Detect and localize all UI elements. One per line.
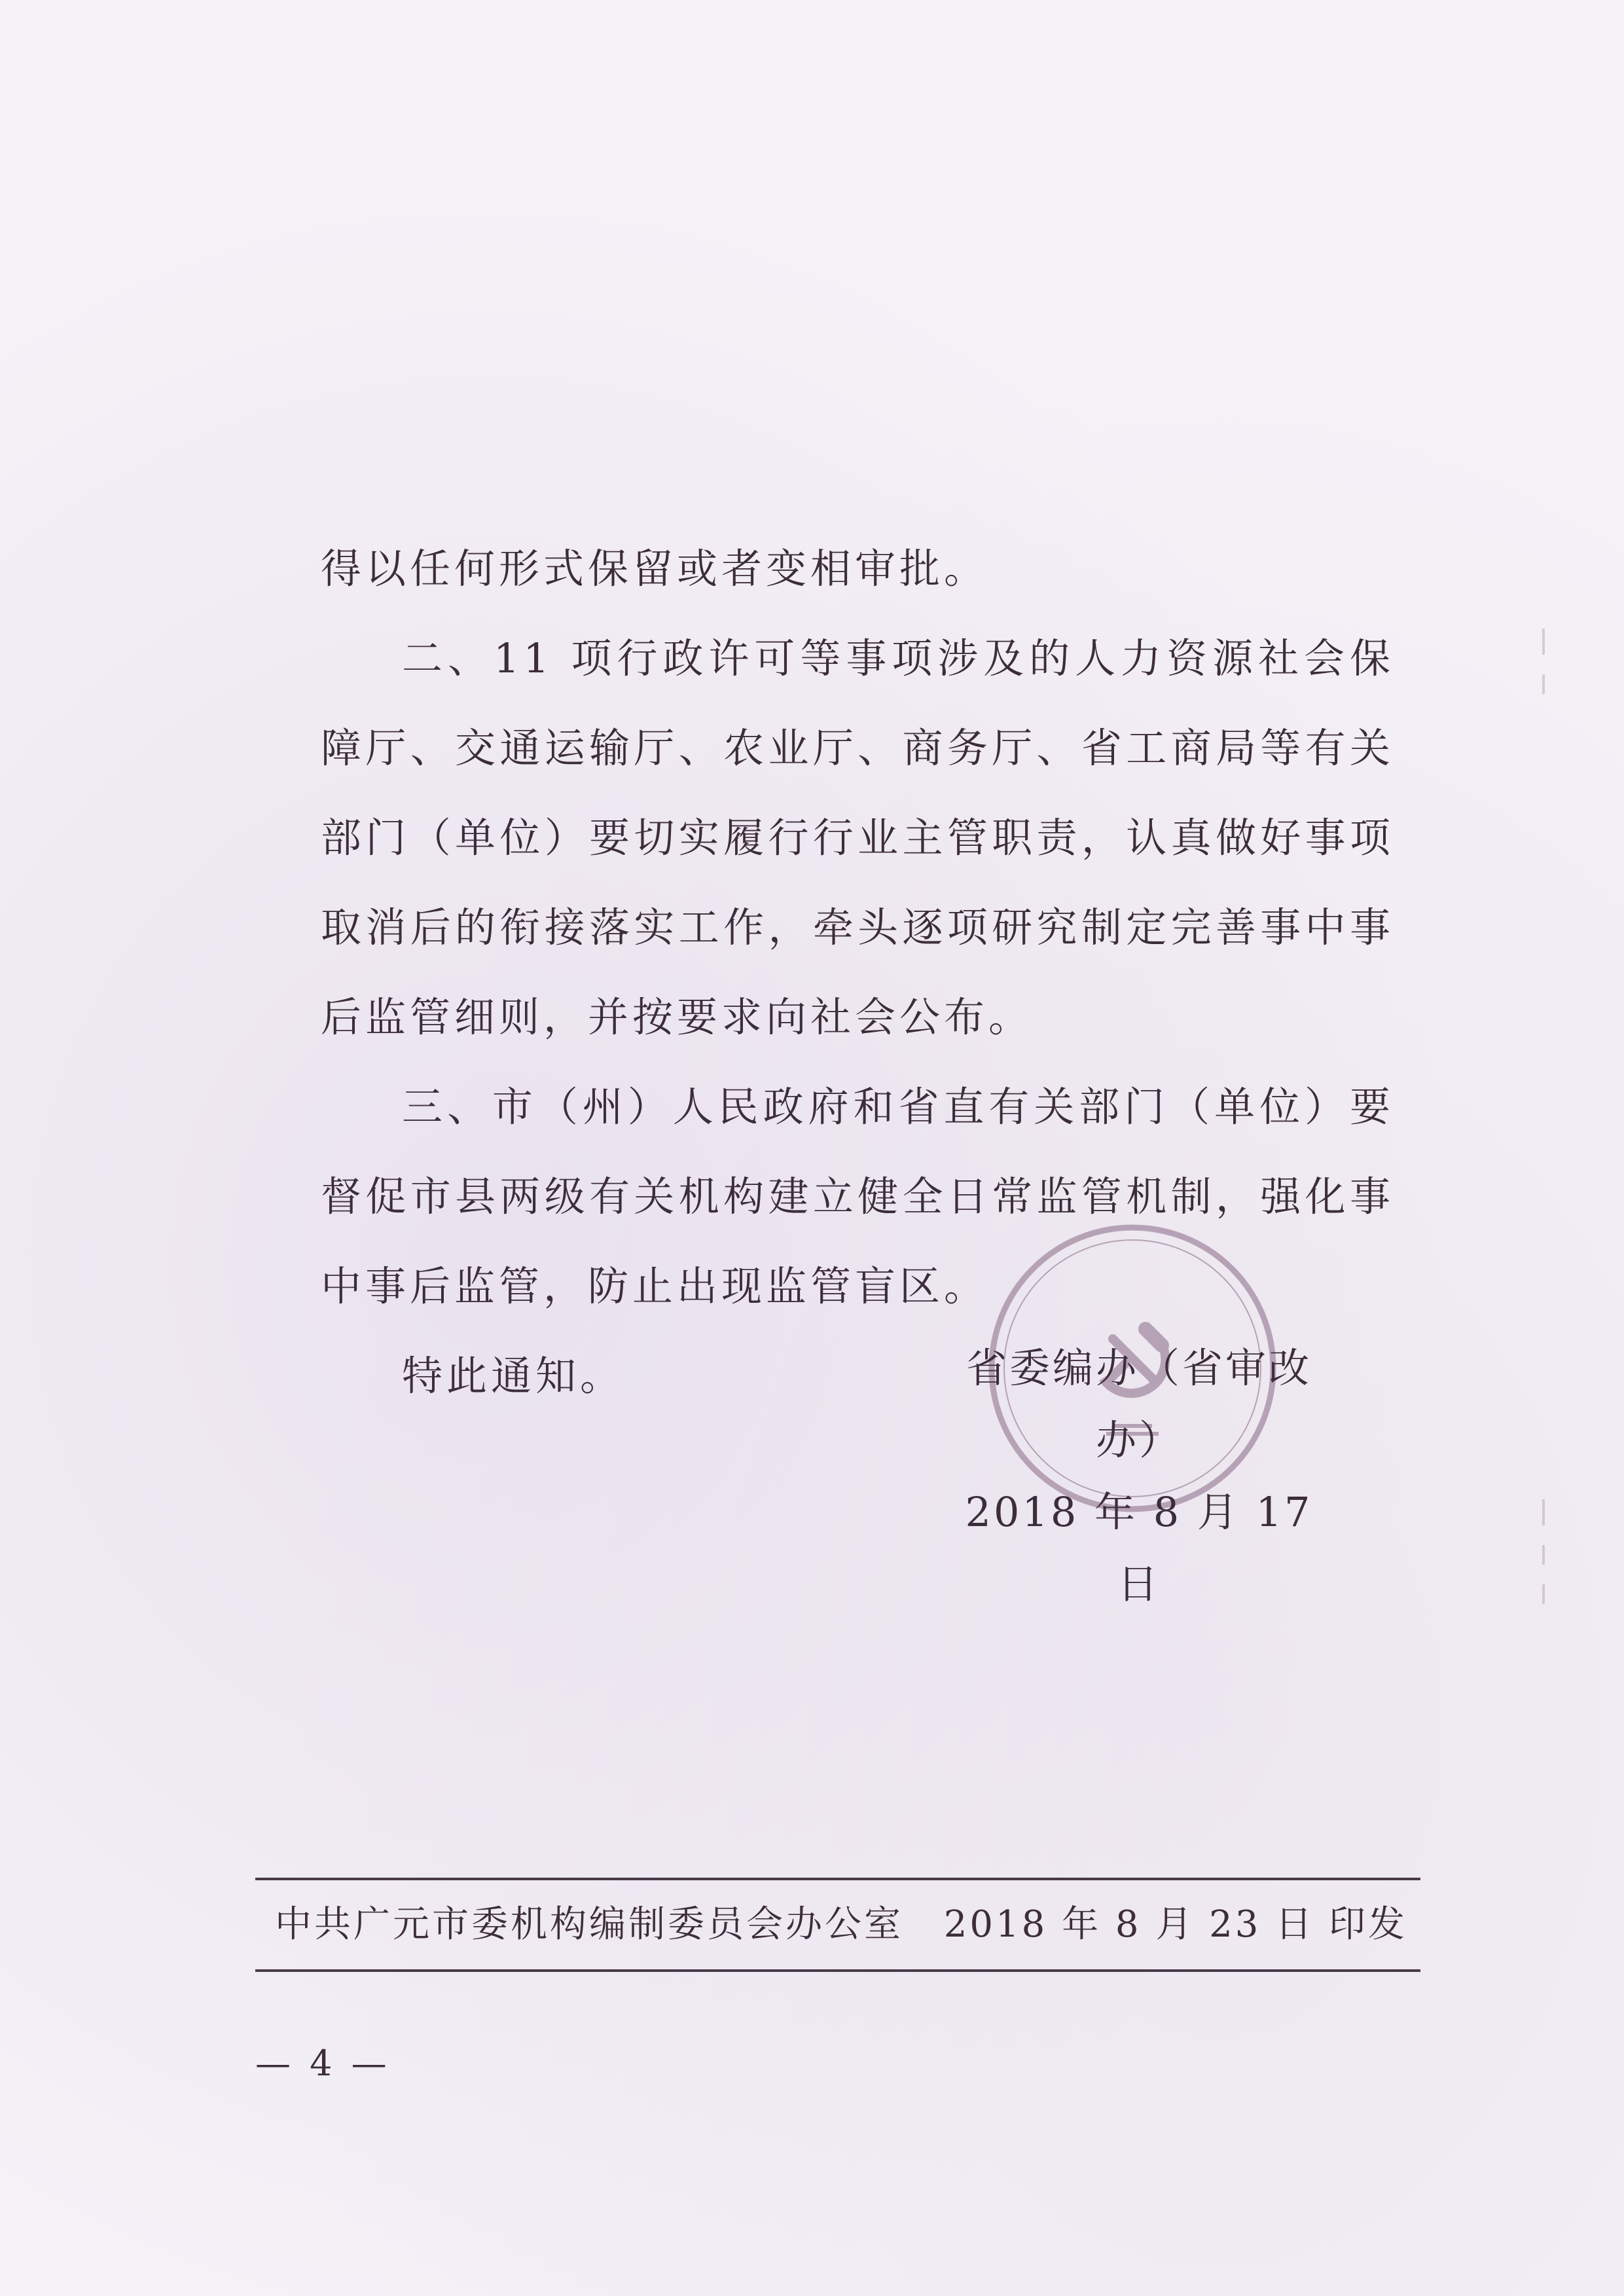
signature-date: 2018 年 8 月 17 日 <box>965 1488 1313 1608</box>
footer-issuing-office: 中共广元市委机构编制委员会办公室 <box>275 1903 903 1946</box>
issuer-name: 省委编办（省审改办） <box>965 1344 1312 1464</box>
paragraph-closing: 特此通知。 <box>402 1352 625 1400</box>
footer-rule-top <box>255 1878 1420 1880</box>
paragraph-item-2: 二、11 项行政许可等事项涉及的人力资源社会保障厅、交通运输厅、农业厅、商务厅、省工商局等有关部门（单位）要切实履行行业主管职责，认真做好事项取消后的衔接落实工作，牵头逐项研究制定完善事中事后监管细则，并按要求向社会公布。 <box>321 634 1394 1041</box>
paragraph-item-3: 三、市（州）人民政府和省直有关部门（单位）要督促市县两级有关机构建立健全日常监管机制，强化事中事后监管，防止出现监管盲区。 <box>321 1083 1394 1310</box>
footer-imprint <box>275 1895 1407 1954</box>
footer-rule-bottom <box>255 1969 1420 1972</box>
page-number: — 4 — <box>255 2043 391 2084</box>
footer-print-date: 2018 年 8 月 23 日 印发 <box>943 1903 1407 1946</box>
paragraph-continuation: 得以任何形式保留或者变相审批。 <box>321 545 989 592</box>
scan-edge-marks <box>1538 629 1551 1676</box>
signature-block <box>936 1332 1342 1620</box>
